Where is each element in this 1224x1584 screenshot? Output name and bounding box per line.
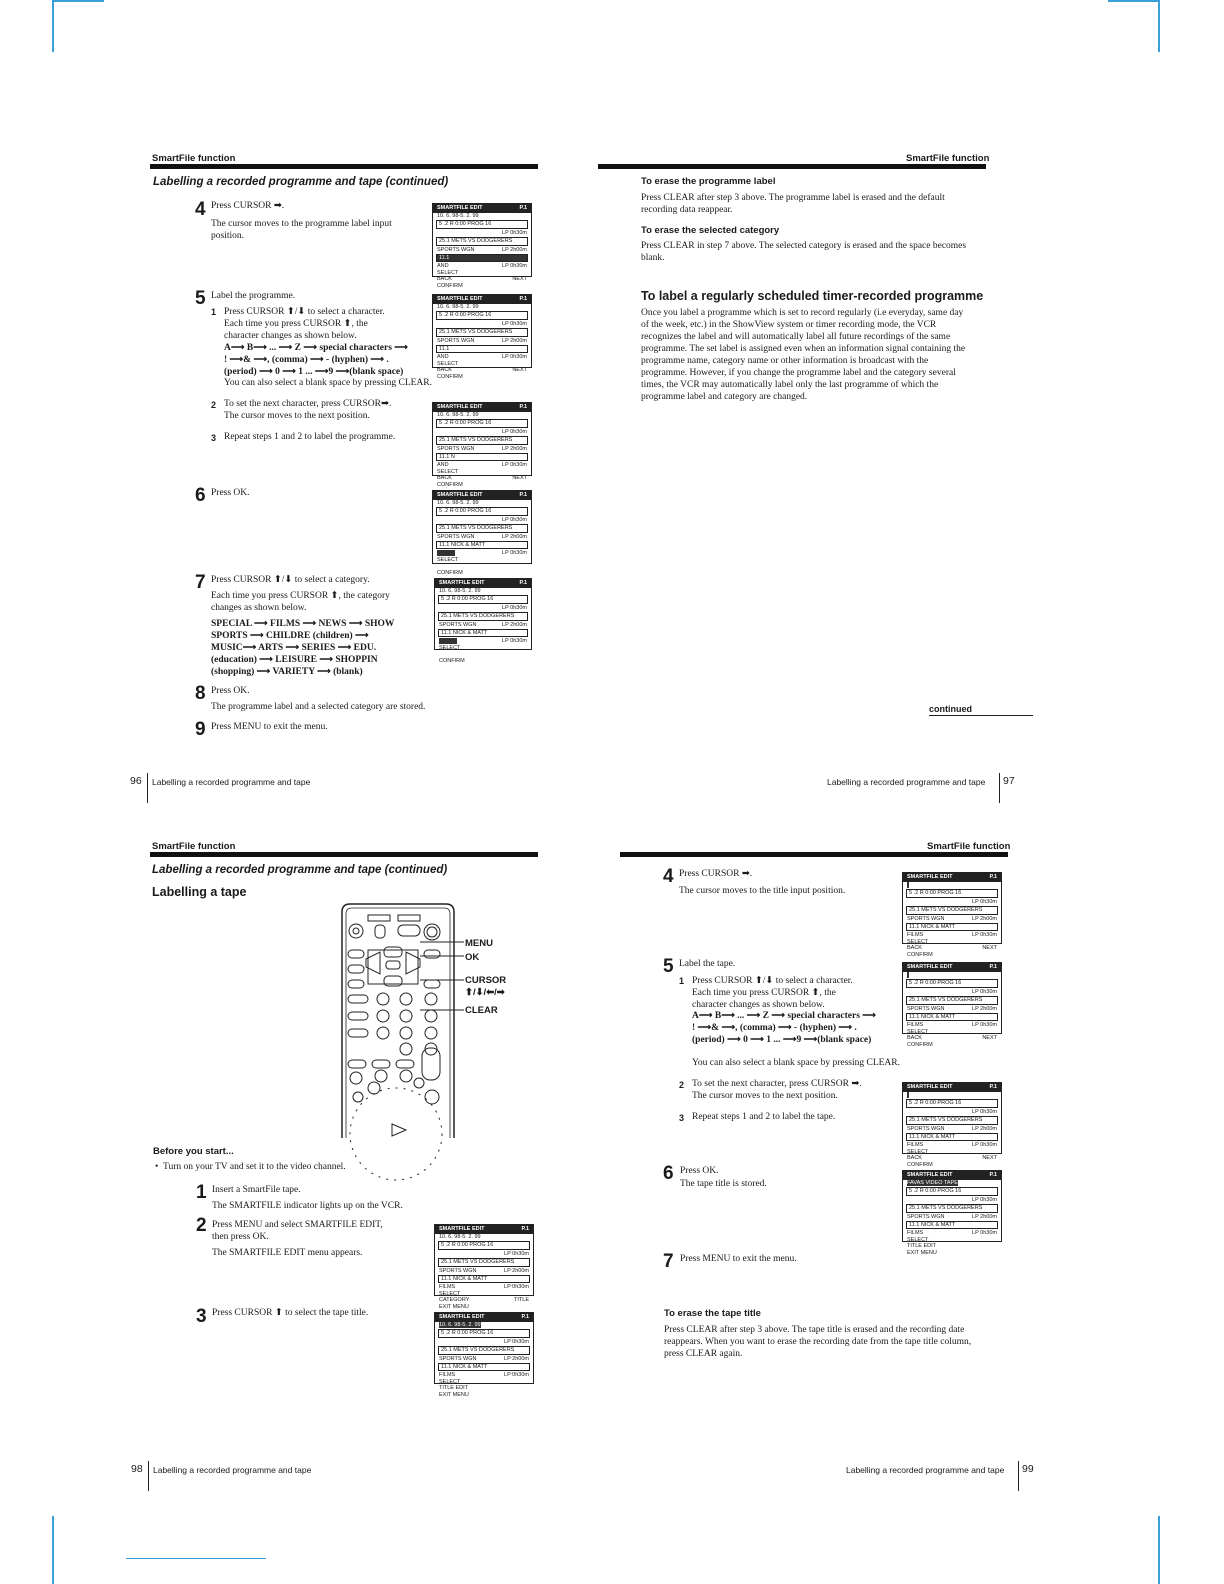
osd-title: SMARTFILE EDIT: [439, 1314, 485, 1320]
osd-line: LP 0h30m: [972, 1196, 997, 1203]
osd-line: LP 0h30m: [972, 932, 997, 939]
osd-line: LP 2h00m: [504, 1267, 529, 1274]
cursor-callout: CURSOR: [465, 975, 507, 986]
osd-screen: [902, 1082, 1002, 1168]
step-text: then press OK.: [212, 1232, 269, 1242]
substep-number: 2: [211, 400, 217, 410]
step-text: Press CURSOR ➡.: [211, 201, 285, 211]
osd-title: SMARTFILE EDIT: [437, 492, 483, 498]
osd-line: AND: [437, 354, 449, 361]
osd-line: NEXT: [512, 367, 527, 374]
header-rule: [598, 164, 986, 169]
osd-line: 5 .2 R 0:00 PROG 16: [906, 1187, 998, 1195]
body-text: programme name, category name or other information is broadcast with the: [641, 356, 929, 366]
osd-line: SELECT: [907, 938, 929, 945]
osd-line: 11.1: [436, 254, 528, 262]
osd-title: SMARTFILE EDIT: [907, 874, 953, 880]
osd-line: 25.1 METS VS DODGERERS: [436, 436, 528, 444]
osd-line: 5 .2 R 0:00 PROG 16: [436, 507, 528, 515]
substep-text: Repeat steps 1 and 2 to label the programme.: [224, 432, 396, 442]
osd-line: 25.1 METS VS DODGERERS: [436, 328, 528, 336]
osd-line: 5 .2 R 0:00 PROG 16: [436, 419, 528, 427]
body-text: programme. The set label is assigned even when an information signal containing the: [641, 344, 966, 354]
osd-line: 25.1 METS VS DODGERERS: [436, 524, 528, 532]
step-number: 4: [195, 199, 206, 220]
osd-line: LP 2h00m: [972, 1213, 997, 1220]
body-text: programme. However, if you change the programme label and the category several: [641, 368, 956, 378]
osd-line: LP 0h30m: [972, 1230, 997, 1237]
step-number: 1: [196, 1182, 207, 1203]
osd-screen: [434, 578, 532, 664]
osd-line: 11.1 NICK & MATT: [438, 1275, 530, 1283]
step-desc: The cursor moves to the title input position.: [679, 886, 846, 896]
osd-line: 5 .2 R 0:00 PROG 16: [436, 220, 528, 228]
erase-paragraph: [664, 1324, 1014, 1360]
menu-callout: MENU: [465, 938, 493, 949]
osd-line: LP 2h00m: [972, 1005, 997, 1012]
char-sequence: A⟶ B⟶ ... ⟶ Z ⟶ special characters ⟶: [692, 1011, 876, 1021]
osd-line: CATEGORY: [439, 1297, 470, 1304]
substep-text: Press CURSOR ⬆/⬇ to select a character.: [692, 976, 853, 986]
osd-line: 11.1 NICK & MATT: [906, 923, 998, 931]
substep-text: You can also select a blank space by pressing CLEAR.: [692, 1058, 900, 1068]
step-text: Press MENU to exit the menu.: [680, 1254, 797, 1264]
osd-line: EXIT: [439, 1391, 452, 1398]
osd-line: BACK: [437, 276, 452, 283]
osd-line: NEXT: [982, 1155, 997, 1162]
osd-line: 25.1 METS VS DODGERERS: [906, 1116, 998, 1124]
body-text: press CLEAR again.: [664, 1349, 743, 1359]
osd-line: LP 0h30m: [504, 1284, 529, 1291]
osd-page: P.1: [521, 1314, 529, 1320]
step-text: Insert a SmartFile tape.: [212, 1185, 301, 1195]
osd-line: SELECT: [439, 644, 461, 651]
body-text: of the week, etc.) in the ShowView system or timer recording mode, the VCR: [641, 320, 937, 330]
body-text: Press CLEAR after step 3 above. The programme label is erased and the default: [641, 193, 945, 203]
step-number: 5: [195, 288, 206, 309]
crop-mark: [1158, 1516, 1160, 1584]
osd-line: TITLE: [514, 1297, 529, 1304]
step-text: Press CURSOR ➡.: [679, 869, 753, 879]
osd-line: EXIT: [907, 1249, 920, 1256]
osd-page: P.1: [989, 1172, 997, 1178]
crop-mark: [1158, 0, 1160, 52]
page-footer: Labelling a recorded programme and tape: [153, 1465, 312, 1475]
step-text: Press MENU and select SMARTFILE EDIT,: [212, 1220, 383, 1230]
osd-line: LP 0h30m: [972, 1142, 997, 1149]
osd-line: 10. 6. 98-5. 2. 99: [437, 304, 479, 310]
osd-page: P.1: [989, 874, 997, 880]
osd-screen: [902, 962, 1002, 1048]
step-number: 7: [663, 1251, 674, 1272]
step-text: Press OK.: [680, 1166, 719, 1176]
osd-line: 11.1 N: [436, 453, 528, 461]
section-heading: To erase the selected category: [641, 225, 780, 236]
body-text: reappears. When you want to erase the recording date from the tape title column,: [664, 1337, 972, 1347]
crop-mark: [52, 0, 54, 52]
category-sequence: (education) ⟶ LEISURE ⟶ SHOPPIN: [211, 655, 378, 665]
clear-callout: CLEAR: [465, 1005, 498, 1016]
step-text: Press OK.: [211, 488, 250, 498]
osd-line: LP 2h00m: [502, 621, 527, 628]
osd-line: 25.1 METS VS DODGERERS: [438, 1258, 530, 1266]
osd-line: NEXT: [512, 276, 527, 283]
page-title: Labelling a recorded programme and tape (continued): [153, 176, 449, 188]
osd-line: SPORTS WGN: [439, 1267, 477, 1274]
osd-line: FILMS: [439, 1284, 456, 1291]
body-text: Press CLEAR in step 7 above. The selected category is erased and the space becomes: [641, 241, 967, 251]
osd-line: NEXT: [982, 1035, 997, 1042]
osd-line: 25.1 METS VS DODGERERS: [438, 1346, 530, 1354]
body-text: Once you label a programme which is set to record regularly (i.e everyday, same day: [641, 308, 964, 318]
osd-line: LP 2h00m: [502, 246, 527, 253]
bullet-icon: •: [155, 1162, 159, 1172]
osd-line: SPORTS WGN: [907, 915, 945, 922]
osd-screen: [432, 203, 532, 289]
osd-line: 5 .2 R 0:00 PROG 16: [906, 889, 998, 897]
osd-page: P.1: [519, 205, 527, 211]
substep-text: Press CURSOR ⬆/⬇ to select a character.: [224, 307, 385, 317]
osd-line: FILMS: [907, 932, 924, 939]
continued-rule: [929, 715, 1033, 716]
callout-lines: [420, 938, 466, 1018]
osd-line: LP 2h00m: [502, 533, 527, 540]
category-sequence: SPECIAL ⟶ FILMS ⟶ NEWS ⟶ SHOW: [211, 619, 395, 629]
footer-divider: [999, 773, 1000, 803]
body-text: recognizes the label and will automatically label all future recordings of the same: [641, 332, 951, 342]
char-sequence: ! ⟶& ⟶, (comma) ⟶ - (hyphen) ⟶ .: [224, 355, 389, 365]
osd-line: 10. 6. 98-5. 2. 99: [437, 213, 479, 219]
osd-title: SMARTFILE EDIT: [439, 580, 485, 586]
step-text: Press CURSOR ⬆/⬇ to select a category.: [211, 575, 370, 585]
osd-line: LP 0h30m: [502, 462, 527, 469]
body-text: recording data reappear.: [641, 205, 733, 215]
osd-line: AND: [437, 263, 449, 270]
osd-line: LP 0h30m: [502, 550, 527, 557]
step-number: 6: [195, 485, 206, 506]
osd-line: 10. 6. 98-5. 2. 99: [439, 1322, 481, 1328]
osd-line: 11.1: [436, 345, 528, 353]
osd-line: BACK: [437, 475, 452, 482]
osd-line: SELECT: [437, 269, 459, 276]
osd-line: 10. 6. 98-5. 2. 99: [439, 588, 481, 594]
step-desc: The programme label and a selected category are stored.: [211, 702, 426, 712]
char-sequence: (period) ⟶ 0 ⟶ 1 ... ⟶9 ⟶(blank space): [224, 367, 404, 377]
header-rule: [150, 852, 538, 857]
step-number: 7: [195, 572, 206, 593]
substep-number: 3: [679, 1113, 685, 1123]
osd-line: LP 0h30m: [502, 229, 527, 236]
substep-text: character changes as shown below.: [224, 331, 357, 341]
substep-text: character changes as shown below.: [692, 1000, 825, 1010]
header-rule: [150, 164, 538, 169]
bullet-text: Turn on your TV and set it to the video channel.: [163, 1162, 346, 1172]
osd-line: CONFIRM: [437, 569, 463, 576]
osd-line: SELECT: [907, 1236, 929, 1243]
osd-title: SMARTFILE EDIT: [907, 1084, 953, 1090]
osd-line: CONFIRM: [907, 1161, 933, 1168]
osd-line: AND: [437, 462, 449, 469]
osd-screen: [432, 490, 532, 576]
osd-title: SMARTFILE EDIT: [437, 205, 483, 211]
crop-mark: [52, 1516, 54, 1584]
osd-line: 10. 6. 98-5. 2. 99: [437, 500, 479, 506]
cursor-arrows-callout: ⬆/⬇/⬅/➡: [465, 987, 505, 998]
osd-line: SELECT: [437, 468, 459, 475]
step-number: 5: [663, 956, 674, 977]
osd-line: FILMS: [439, 1372, 456, 1379]
osd-line: TITLE EDIT: [907, 1243, 937, 1250]
osd-line: 10. 6. 98-5. 2. 99: [437, 412, 479, 418]
step-desc: The tape title is stored.: [680, 1179, 767, 1189]
char-sequence: (period) ⟶ 0 ⟶ 1 ... ⟶9 ⟶(blank space): [692, 1035, 872, 1045]
osd-page: P.1: [989, 1084, 997, 1090]
osd-line: SPORTS WGN: [437, 533, 475, 540]
page-header: SmartFile function: [152, 841, 236, 852]
substep-number: 2: [679, 1080, 685, 1090]
osd-line: NEXT: [982, 945, 997, 952]
osd-line: EXIT: [439, 1303, 452, 1310]
osd-line: TITLE EDIT: [439, 1385, 469, 1392]
osd-line: LP 2h00m: [502, 337, 527, 344]
osd-screen: [902, 872, 1002, 958]
step-text: Press OK.: [211, 686, 250, 696]
osd-title: SMARTFILE EDIT: [437, 296, 483, 302]
crop-mark: [126, 1558, 266, 1559]
osd-line: CONFIRM: [437, 282, 463, 289]
crop-mark: [1108, 0, 1160, 2]
osd-line: 11.1 NICK & MATT: [906, 1013, 998, 1021]
char-sequence: ! ⟶& ⟶, (comma) ⟶ - (hyphen) ⟶ .: [692, 1023, 857, 1033]
osd-line: CONFIRM: [907, 1041, 933, 1048]
osd-line: 11.1 NICK & MATT: [438, 629, 528, 637]
osd-line: MENU: [452, 1391, 469, 1398]
section-heading: Before you start...: [153, 1146, 234, 1157]
osd-line: 25.1 METS VS DODGERERS: [906, 1204, 998, 1212]
osd-line: LP 0h30m: [502, 516, 527, 523]
section-heading: To erase the tape title: [664, 1308, 761, 1319]
osd-line: BACK: [907, 1035, 922, 1042]
osd-line: SPORTS WGN: [437, 445, 475, 452]
category-sequence: (shopping) ⟶ VARIETY ⟶ (blank): [211, 667, 363, 677]
osd-line: 5 .2 R 0:00 PROG 16: [438, 1329, 530, 1337]
osd-line: SPORTS WGN: [907, 1213, 945, 1220]
footer-divider: [1018, 1461, 1019, 1491]
crop-mark: [52, 0, 104, 2]
osd-line: LP 0h30m: [972, 898, 997, 905]
step-desc: The SMARTFILE indicator lights up on the VCR.: [212, 1201, 403, 1211]
osd-line: LP 0h30m: [504, 1372, 529, 1379]
osd-line: LP 2h00m: [504, 1355, 529, 1362]
step-number: 2: [196, 1215, 207, 1236]
substep-number: 1: [211, 307, 217, 317]
page-subtitle: Labelling a tape: [152, 885, 247, 899]
osd-line: 10. 6. 98-5. 2. 99: [439, 1234, 481, 1240]
osd-page: P.1: [521, 1226, 529, 1232]
osd-line: NEXT: [512, 475, 527, 482]
osd-line: SELECT: [907, 1028, 929, 1035]
osd-title: SMARTFILE EDIT: [907, 964, 953, 970]
osd-line: 25.1 METS VS DODGERERS: [436, 237, 528, 245]
osd-line: LP 0h30m: [972, 1022, 997, 1029]
section-heading: To label a regularly scheduled timer-recorded programme: [641, 289, 984, 303]
osd-line: CONFIRM: [907, 951, 933, 958]
step-desc: changes as shown below.: [211, 603, 307, 613]
substep-text: Each time you press CURSOR ⬆, the: [224, 319, 368, 329]
substep-number: 1: [679, 976, 685, 986]
osd-page: P.1: [989, 964, 997, 970]
osd-line: 11.1 NICK & MATT: [906, 1133, 998, 1141]
step-text: Press CURSOR ⬆ to select the tape title.: [212, 1308, 369, 1318]
osd-line: SELECT: [437, 360, 459, 367]
osd-line: CONFIRM: [439, 657, 465, 664]
osd-line: FILMS: [907, 1022, 924, 1029]
step-number: 3: [196, 1306, 207, 1327]
body-text: Press CLEAR after step 3 above. The tape title is erased and the recording date: [664, 1325, 965, 1335]
osd-line: BACK: [907, 945, 922, 952]
page-footer: Labelling a recorded programme and tape: [846, 1465, 1005, 1475]
osd-line: 25.1 METS VS DODGERERS: [438, 612, 528, 620]
osd-line: 25.1 METS VS DODGERERS: [906, 906, 998, 914]
osd-line: BACK: [907, 1155, 922, 1162]
substep-number: 3: [211, 433, 217, 443]
osd-line: SPORTS WGN: [439, 1355, 477, 1362]
osd-line: LP 0h30m: [502, 638, 527, 645]
page-header: SmartFile function: [906, 153, 990, 164]
step-desc: Each time you press CURSOR ⬆, the category: [211, 591, 390, 601]
osd-line: SPORTS WGN: [907, 1125, 945, 1132]
osd-line: FILMS: [907, 1142, 924, 1149]
page-number: 97: [1003, 775, 1015, 787]
ok-callout: OK: [465, 952, 480, 963]
step-desc: The SMARTFILE EDIT menu appears.: [212, 1248, 363, 1258]
osd-line: 25.1 METS VS DODGERERS: [906, 996, 998, 1004]
osd-line: LP 0h30m: [972, 1108, 997, 1115]
osd-title: SMARTFILE EDIT: [437, 404, 483, 410]
osd-line: LP 0h30m: [502, 263, 527, 270]
osd-line: BACK: [437, 367, 452, 374]
step-number: 4: [663, 866, 674, 887]
substep-text: You can also select a blank space by pressing CLEAR.: [224, 378, 432, 388]
body-text: times, the VCR may automatically label only the last programme of which the: [641, 380, 939, 390]
osd-title: SMARTFILE EDIT: [439, 1226, 485, 1232]
osd-page: P.1: [519, 580, 527, 586]
category-sequence: MUSIC⟶ ARTS ⟶ SERIES ⟶ EDU.: [211, 643, 377, 653]
osd-line: 11.1 NICK & MATT: [436, 541, 528, 549]
body-text: programme label and category are changed.: [641, 392, 808, 402]
osd-screen: [434, 1224, 534, 1310]
page-footer: Labelling a recorded programme and tape: [152, 777, 311, 787]
substep-text: To set the next character, press CURSOR ➡.: [692, 1079, 862, 1089]
header-rule: [620, 852, 1008, 857]
osd-line: LP 2h00m: [502, 445, 527, 452]
osd-line: LP 0h30m: [502, 320, 527, 327]
category-sequence: SPORTS ⟶ CHILDRE (children) ⟶: [211, 631, 369, 641]
substep-text: The cursor moves to the next position.: [224, 411, 370, 421]
section-heading: To erase the programme label: [641, 176, 776, 187]
timer-paragraph: [641, 307, 991, 403]
osd-line: LP 0h30m: [502, 354, 527, 361]
osd-line: MENU: [452, 1303, 469, 1310]
substep-text: Repeat steps 1 and 2 to label the tape.: [692, 1112, 836, 1122]
osd-screen: [432, 402, 532, 488]
osd-line: 11.1 NICK & MATT: [906, 1221, 998, 1229]
osd-line: MENU: [920, 1249, 937, 1256]
osd-line: 5 .2 R 0:00 PROG 16: [436, 311, 528, 319]
page-footer: Labelling a recorded programme and tape: [827, 777, 986, 787]
step-text: Press MENU to exit the menu.: [211, 722, 328, 732]
osd-line: SELECT: [439, 1378, 461, 1385]
osd-line: FILMS: [907, 1230, 924, 1237]
substep-text: To set the next character, press CURSOR➡.: [224, 399, 392, 409]
page-header: SmartFile function: [927, 841, 1011, 852]
substep-text: The cursor moves to the next position.: [692, 1091, 838, 1101]
osd-line: 5 .2 R 0:00 PROG 16: [438, 595, 528, 603]
osd-line: SELECT: [439, 1290, 461, 1297]
step-number: 6: [663, 1163, 674, 1184]
osd-line: LP 2h00m: [972, 1125, 997, 1132]
osd-line: 5 .2 R 0:00 PROG 16: [438, 1241, 530, 1249]
osd-title: SMARTFILE EDIT: [907, 1172, 953, 1178]
osd-line: LP 0h30m: [972, 988, 997, 995]
osd-page: P.1: [519, 492, 527, 498]
step-number: 9: [195, 719, 206, 740]
osd-screen: [432, 294, 532, 380]
step-text: Label the tape.: [679, 959, 736, 969]
osd-line: SPORTS WGN: [439, 621, 477, 628]
osd-line: SELECT: [437, 556, 459, 563]
osd-line: 5 .2 R 0:00 PROG 16: [906, 1099, 998, 1107]
page-number: 98: [131, 1463, 143, 1475]
osd-line: LP 0h30m: [502, 428, 527, 435]
osd-line: LP 0h30m: [504, 1250, 529, 1257]
page-number: 96: [130, 775, 142, 787]
substep-text: Each time you press CURSOR ⬆, the: [692, 988, 836, 998]
osd-page: P.1: [519, 404, 527, 410]
osd-line: SPORTS WGN: [907, 1005, 945, 1012]
osd-screen: [902, 1170, 1002, 1256]
osd-screen: [434, 1312, 534, 1398]
step-desc: The cursor moves to the programme label input position.: [211, 219, 392, 241]
osd-line: LP 0h30m: [502, 604, 527, 611]
osd-line: 5 .2 R 0:00 PROG 16: [906, 979, 998, 987]
osd-line: FAVAS VIDEO TAPE: [907, 1180, 958, 1186]
step-text: Label the programme.: [211, 291, 296, 301]
body-text: blank.: [641, 253, 665, 263]
osd-line: CONFIRM: [437, 373, 463, 380]
osd-line: LP 2h00m: [972, 915, 997, 922]
footer-divider: [147, 773, 148, 803]
continued-label: continued: [929, 704, 972, 714]
page-title: Labelling a recorded programme and tape (continued): [152, 864, 448, 876]
step-number: 8: [195, 683, 206, 704]
page-number: 99: [1022, 1463, 1034, 1475]
osd-line: CONFIRM: [437, 481, 463, 488]
page-header: SmartFile function: [152, 153, 236, 164]
footer-divider: [148, 1461, 149, 1491]
osd-line: SPORTS WGN: [437, 246, 475, 253]
osd-line: 11.1 NICK & MATT: [438, 1363, 530, 1371]
osd-page: P.1: [519, 296, 527, 302]
osd-line: SELECT: [907, 1148, 929, 1155]
osd-line: SPORTS WGN: [437, 337, 475, 344]
osd-line: LP 0h30m: [504, 1338, 529, 1345]
char-sequence: A⟶ B⟶ ... ⟶ Z ⟶ special characters ⟶: [224, 343, 408, 353]
